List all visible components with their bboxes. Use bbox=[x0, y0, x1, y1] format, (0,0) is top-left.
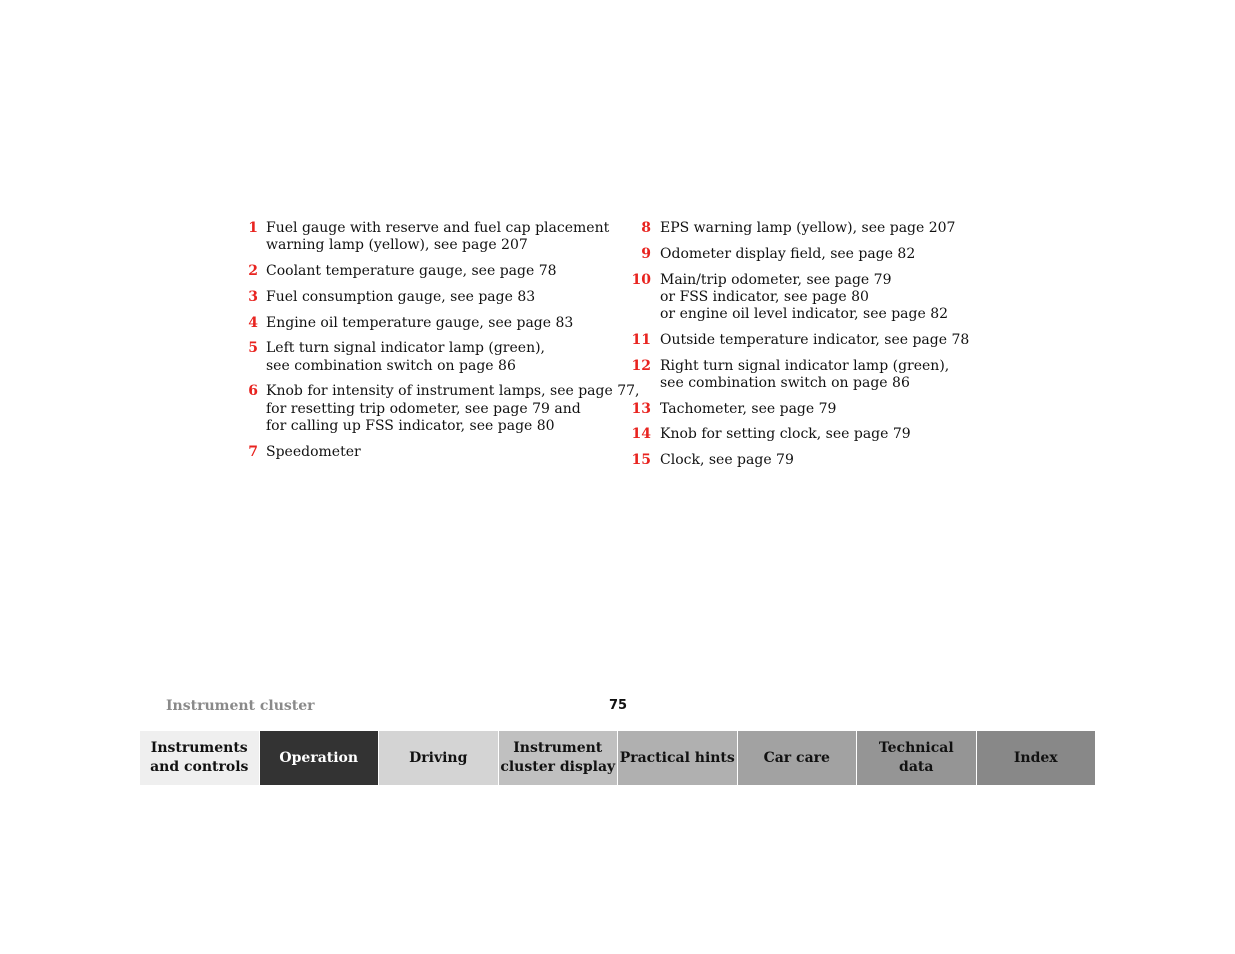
legend-text bbox=[266, 263, 620, 280]
legend-number: 12 bbox=[631, 357, 651, 374]
legend-number: 1 bbox=[248, 220, 258, 236]
legend-item bbox=[630, 246, 1030, 263]
legend-number: 5 bbox=[248, 340, 258, 357]
legend-text bbox=[660, 272, 1030, 324]
legend-line: Clock, see page 79 bbox=[660, 452, 794, 469]
legend-line: or FSS indicator, see page 80 bbox=[660, 288, 869, 305]
legend-number: 14 bbox=[631, 426, 651, 443]
legend-text bbox=[266, 289, 620, 306]
tab-technical-data[interactable] bbox=[857, 731, 977, 785]
legend-list-left bbox=[240, 220, 640, 469]
legend-line: see combination switch on page 86 bbox=[266, 357, 516, 374]
legend-line: Tachometer, see page 79 bbox=[660, 400, 837, 417]
legend-item bbox=[630, 452, 1030, 469]
legend-line: Main/trip odometer, see page 79 bbox=[660, 271, 892, 288]
legend-item bbox=[630, 358, 1030, 392]
tab-instrument-cluster-display[interactable] bbox=[499, 731, 619, 785]
legend-number: 11 bbox=[631, 331, 651, 348]
tab-driving[interactable] bbox=[379, 731, 499, 785]
legend-text bbox=[660, 426, 1030, 443]
legend-number: 10 bbox=[631, 271, 651, 288]
legend-number: 2 bbox=[248, 263, 258, 279]
legend-line: Engine oil temperature gauge, see page 83 bbox=[266, 314, 574, 331]
tab-label: Practical hints bbox=[619, 749, 735, 766]
legend-line: Left turn signal indicator lamp (green), bbox=[266, 340, 546, 357]
chapter-nav-bar bbox=[140, 731, 1095, 785]
legend-number: 6 bbox=[248, 383, 258, 400]
legend-text bbox=[266, 315, 620, 332]
legend-item bbox=[240, 340, 620, 374]
legend-text bbox=[266, 383, 640, 435]
legend-item bbox=[240, 263, 620, 280]
legend-text bbox=[660, 246, 1030, 263]
tab-operation[interactable] bbox=[260, 731, 380, 785]
legend-item bbox=[630, 272, 1030, 324]
legend-number: 13 bbox=[631, 400, 651, 417]
legend-text bbox=[660, 452, 1030, 469]
tab-label: cluster display bbox=[500, 759, 616, 775]
legend-line: see combination switch on page 86 bbox=[660, 374, 910, 391]
legend-line: or engine oil level indicator, see page 82 bbox=[660, 306, 949, 322]
legend-line: for resetting trip odometer, see page 79 and bbox=[266, 400, 581, 417]
legend-line: warning lamp (yellow), see page 207 bbox=[266, 237, 528, 254]
tab-label: Instruments bbox=[150, 740, 248, 756]
legend-number: 7 bbox=[248, 443, 258, 460]
section-title: Instrument cluster bbox=[166, 698, 315, 714]
legend-line: Knob for intensity of instrument lamps, see page 77, bbox=[266, 383, 640, 400]
legend-line: Knob for setting clock, see page 79 bbox=[660, 426, 911, 443]
tab-label: Instrument bbox=[513, 740, 603, 756]
legend-line: Odometer display field, see page 82 bbox=[660, 245, 916, 262]
legend-item bbox=[240, 289, 620, 306]
tab-index[interactable] bbox=[977, 731, 1096, 785]
legend-item bbox=[630, 426, 1030, 443]
legend-number: 4 bbox=[248, 314, 258, 331]
tab-label: Driving bbox=[409, 749, 468, 766]
legend-line: EPS warning lamp (yellow), see page 207 bbox=[660, 220, 956, 236]
legend-line: Outside temperature indicator, see page 78 bbox=[660, 331, 970, 348]
legend-line: Fuel gauge with reserve and fuel cap placement bbox=[266, 220, 610, 236]
legend-item bbox=[630, 332, 1030, 349]
tab-label: Index bbox=[1013, 749, 1058, 766]
legend-item bbox=[630, 220, 1030, 237]
tab-instruments-and-controls[interactable] bbox=[140, 731, 260, 785]
legend-list-right bbox=[630, 220, 1030, 478]
legend-line: Fuel consumption gauge, see page 83 bbox=[266, 288, 536, 305]
legend-number: 15 bbox=[631, 452, 651, 469]
legend-item bbox=[240, 444, 620, 461]
legend-line: Coolant temperature gauge, see page 78 bbox=[266, 263, 557, 279]
legend-item bbox=[240, 315, 620, 332]
tab-car-care[interactable] bbox=[738, 731, 858, 785]
legend-number: 3 bbox=[248, 288, 258, 305]
legend-text bbox=[266, 340, 620, 374]
tab-label: Operation bbox=[279, 749, 359, 766]
legend-text bbox=[660, 401, 1030, 418]
tab-practical-hints[interactable] bbox=[618, 731, 738, 785]
legend-item bbox=[630, 401, 1030, 418]
legend-item bbox=[240, 383, 640, 435]
legend-text bbox=[660, 332, 1030, 349]
legend-text bbox=[266, 444, 620, 461]
legend-text bbox=[266, 220, 620, 254]
legend-line: for calling up FSS indicator, see page 80 bbox=[266, 417, 555, 434]
legend-number: 9 bbox=[641, 245, 651, 262]
legend-item bbox=[240, 220, 620, 254]
tab-label: Car care bbox=[763, 749, 830, 766]
legend-number: 8 bbox=[641, 220, 651, 236]
legend-text bbox=[660, 358, 1030, 392]
tab-label: Technical bbox=[878, 740, 954, 756]
page-number: 75 bbox=[608, 698, 628, 713]
legend-line: Right turn signal indicator lamp (green), bbox=[660, 357, 950, 374]
tab-label: and controls bbox=[150, 759, 249, 775]
legend-text bbox=[660, 220, 1030, 237]
legend-line: Speedometer bbox=[266, 443, 361, 460]
tab-label: data bbox=[899, 759, 934, 775]
